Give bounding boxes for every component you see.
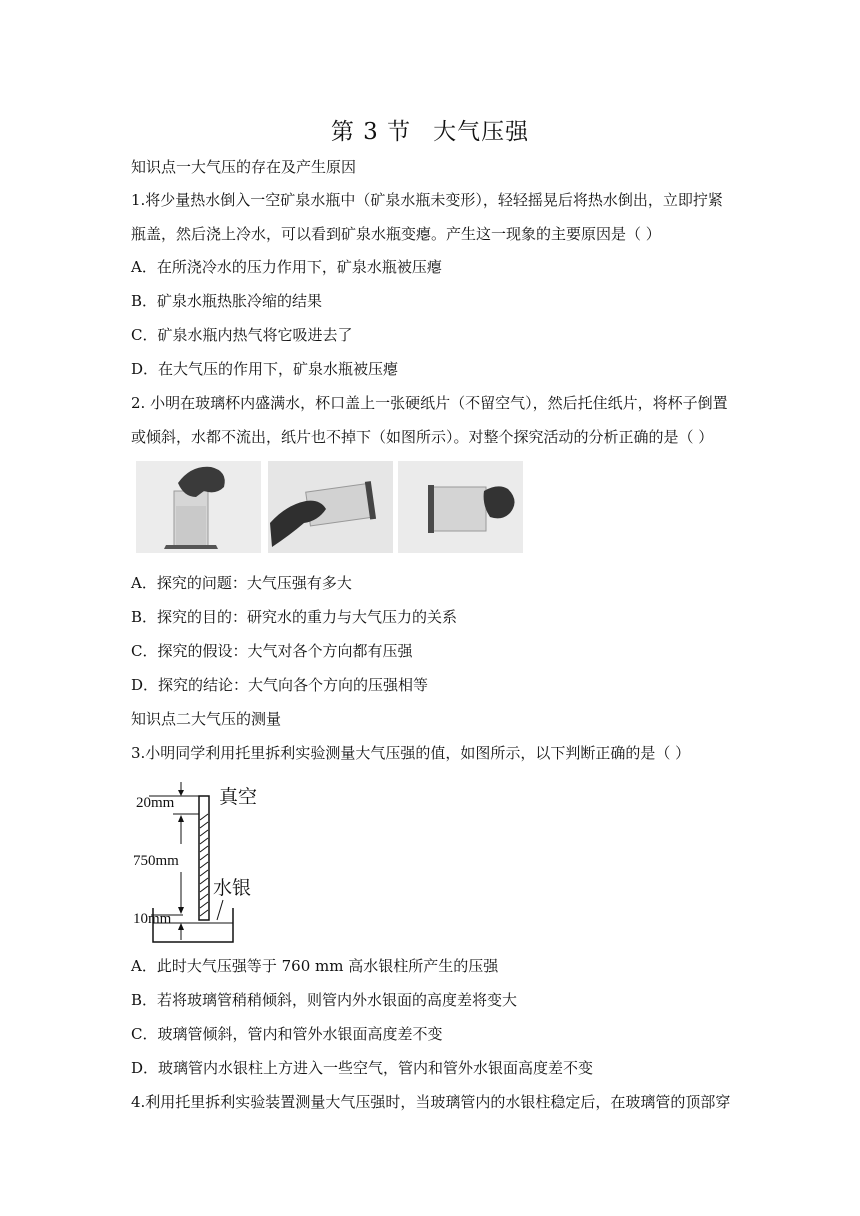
page-title bbox=[0, 113, 860, 146]
question-2-stem-line-1: 2. 小明在玻璃杯内盛满水，杯口盖上一张硬纸片（不留空气），然后托住纸片，将杯子倒置 bbox=[131, 394, 728, 412]
question-4-stem-line-1: 4.利用托里拆利实验装置测量大气压强时，当玻璃管内的水银柱稳定后，在玻璃管的顶部穿 bbox=[131, 1093, 731, 1111]
question-1-stem-line-1: 1.将少量热水倒入一空矿泉水瓶中（矿泉水瓶未变形），轻轻摇晃后将热水倒出，立即拧紧 bbox=[131, 191, 723, 209]
question-1-option-b: B．矿泉水瓶热胀冷缩的结果 bbox=[131, 292, 323, 310]
question-1-stem-line-2: 瓶盖，然后浇上冷水，可以看到矿泉水瓶变瘪。产生这一现象的主要原因是（ ） bbox=[131, 225, 661, 243]
question-3-option-b: B．若将玻璃管稍稍倾斜，则管内外水银面的高度差将变大 bbox=[131, 991, 518, 1009]
label-10mm: 10mm bbox=[133, 911, 172, 927]
knowledge-point-2-heading: 知识点二大气压的测量 bbox=[131, 710, 282, 728]
photo-cup-upside-down bbox=[136, 461, 261, 553]
photo-cup-tilted bbox=[268, 461, 393, 553]
question-3-stem: 3.小明同学利用托里拆利实验测量大气压强的值，如图所示，以下判断正确的是（ ） bbox=[131, 744, 691, 762]
question-2-stem-line-2: 或倾斜，水都不流出，纸片也不掉下（如图所示）。对整个探究活动的分析正确的是（ ） bbox=[131, 428, 714, 446]
question-1-option-a: A．在所浇冷水的压力作用下，矿泉水瓶被压瘪 bbox=[131, 258, 442, 276]
section-number: 第 3 节 bbox=[330, 119, 412, 145]
question-3-option-d: D．玻璃管内水银柱上方进入一些空气，管内和管外水银面高度差不变 bbox=[131, 1059, 594, 1077]
label-20mm: 20mm bbox=[136, 795, 175, 811]
section-topic: 大气压强 bbox=[433, 119, 530, 145]
question-1-option-c: C．矿泉水瓶内热气将它吸进去了 bbox=[131, 326, 353, 344]
torricelli-diagram bbox=[133, 780, 263, 945]
question-3-option-c: C．玻璃管倾斜，管内和管外水银面高度差不变 bbox=[131, 1025, 443, 1043]
question-2-option-a: A．探究的问题：大气压强有多大 bbox=[131, 574, 352, 592]
question-2-option-c: C．探究的假设：大气对各个方向都有压强 bbox=[131, 642, 413, 660]
question-2-option-b: B．探究的目的：研究水的重力与大气压力的关系 bbox=[131, 608, 458, 626]
question-1-option-d: D．在大气压的作用下，矿泉水瓶被压瘪 bbox=[131, 360, 399, 378]
label-vacuum: 真空 bbox=[219, 787, 258, 808]
label-750mm: 750mm bbox=[133, 853, 179, 869]
label-mercury: 水银 bbox=[213, 878, 252, 899]
question-3-option-a: A．此时大气压强等于 760 mm 高水银柱所产生的压强 bbox=[131, 957, 499, 975]
question-2-option-d: D．探究的结论：大气向各个方向的压强相等 bbox=[131, 676, 429, 694]
knowledge-point-1-heading: 知识点一大气压的存在及产生原因 bbox=[131, 158, 357, 176]
photo-cup-sideways bbox=[398, 461, 523, 553]
